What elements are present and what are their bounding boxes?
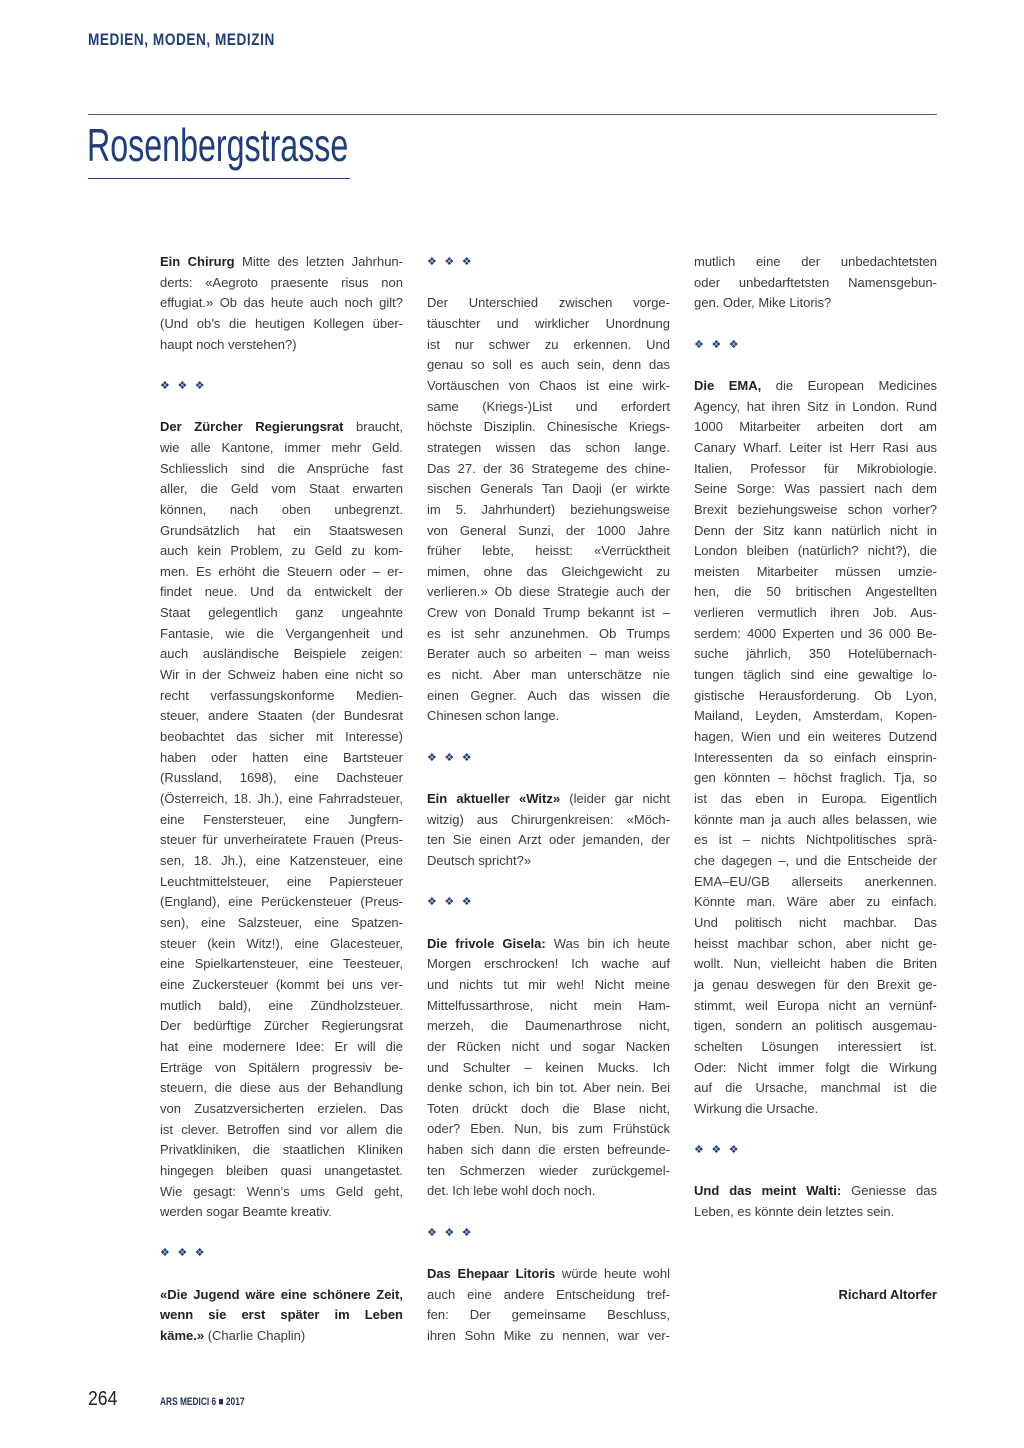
text-line xyxy=(160,1285,403,1306)
line-text: braucht, xyxy=(343,419,403,435)
line-text: Mitte des letzten Jahrhun- xyxy=(234,254,403,269)
text-line: ihren Sohn Mike zu nennen, war ver- xyxy=(427,1328,670,1344)
text-line: einen Gegner. Auch das wissen die xyxy=(427,687,670,703)
text-line: witzig) aus Chirurgenkreisen: «Möch- xyxy=(427,811,670,827)
line-text: Geniesse das xyxy=(841,1183,938,1199)
section-header: MEDIEN, MODEN, MEDIZIN xyxy=(88,30,275,49)
section-divider-ornament: ❖ ❖ ❖ xyxy=(427,1225,472,1239)
section-divider-ornament: ❖ ❖ ❖ xyxy=(694,337,739,351)
text-line: haben sich dann die ersten befreunde- xyxy=(427,1142,670,1158)
text-line xyxy=(694,1181,937,1202)
text-line: stimmt, weil Europa nicht an vernünf- xyxy=(694,997,937,1013)
text-line: hagen, Wien und ein weiteres Dutzend xyxy=(694,729,937,745)
text-line: Privatkliniken, die staatlichen Kliniken xyxy=(160,1142,403,1158)
text-line xyxy=(427,1264,670,1285)
text-line: der Rücken nicht und sogar Nacken xyxy=(427,1038,670,1054)
text-line: Und politisch nicht machbar. Das xyxy=(694,914,937,930)
text-line: könnte man ja auch alles belassen, wie xyxy=(694,811,937,827)
text-line: Oder: Nicht immer folgt die Wirkung xyxy=(694,1059,937,1075)
page-number: 264 xyxy=(88,1388,118,1410)
text-line: same (Kriegs-)List und erfordert xyxy=(427,398,670,414)
text-line: ja genau deswegen für den Brexit ge- xyxy=(694,976,937,992)
text-line: che dagegen –, und die Entscheide der xyxy=(694,853,937,868)
text-line: verlieren vermutlich ihren Job. Aus- xyxy=(694,605,937,621)
text-line: Toten drückt doch die Blase nicht, xyxy=(427,1100,670,1116)
text-line: haben oder hatten eine Bartsteuer xyxy=(160,749,403,765)
text-line: merzeh, die Daumenarthrose nicht, xyxy=(427,1018,670,1034)
text-line: auch ausländische Beispiele zeigen: xyxy=(160,646,403,662)
text-line: sen), eine Salzsteuer, eine Spatzen- xyxy=(160,914,403,930)
text-line: Leuchtmittelsteuer, eine Papiersteuer xyxy=(160,873,403,889)
text-line: Der bedürftige Zürcher Regierungsrat xyxy=(160,1018,403,1034)
paragraph xyxy=(427,1264,670,1347)
text-line: Italien, Professor für Mikrobiologie. xyxy=(694,460,937,476)
text-line: London bleiben (natürlich? nicht?), die xyxy=(694,543,937,559)
text-line: Deutsch spricht?» xyxy=(427,852,532,868)
paragraph xyxy=(427,934,670,1203)
bold-lead-in: Die EMA, xyxy=(694,377,762,393)
text-line: Chinesen schon lange. xyxy=(427,708,560,724)
text-line xyxy=(427,934,670,955)
bold-lead-in: Und das meint Walti: xyxy=(694,1183,842,1199)
title-underline xyxy=(88,178,350,179)
text-line: Morgen erschrocken! Ich wache auf xyxy=(427,956,670,972)
text-line: Vortäuschen von Chaos ist eine wirk- xyxy=(427,377,670,393)
text-line: Mailand, Leyden, Amsterdam, Kopen- xyxy=(694,708,937,724)
text-line: und nichts tut mir weh! Nicht meine xyxy=(427,976,670,992)
text-line: sischen Generals Tan Daoji (er wirkte xyxy=(427,481,670,497)
text-line: eine Fenstersteuer, eine Jungfern- xyxy=(160,811,403,827)
text-line: haupt noch verstehen?) xyxy=(160,336,297,352)
bold-lead-in: Ein Chirurg xyxy=(160,254,235,269)
line-text: (Charlie Chaplin) xyxy=(204,1328,306,1344)
text-line: hingegen bleiben quasi unangetastet. xyxy=(160,1162,403,1178)
text-line: tungen täglich sind eine gewaltige lo- xyxy=(694,667,937,683)
text-line: denke schon, ich bin tot. Aber nein. Bei xyxy=(427,1080,670,1096)
text-line: derts: «Aegroto praesente risus non xyxy=(160,274,403,290)
text-line: oder unbedarftetsten Namensgebun- xyxy=(694,274,937,290)
section-divider-ornament: ❖ ❖ ❖ xyxy=(160,1246,205,1260)
text-line: aller, die Geld vom Staat erwarten xyxy=(160,481,403,497)
text-line: Canary Wharf. Leiter ist Herr Rasi aus xyxy=(694,439,937,455)
text-line: (England), eine Perückensteuer (Preus- xyxy=(160,894,403,910)
text-line: wie alle Kantone, immer mehr Geld. xyxy=(160,439,403,455)
text-line: steuer, andere Staaten (der Bundesrat xyxy=(160,708,403,724)
paragraph xyxy=(160,417,403,1223)
text-line xyxy=(694,376,937,397)
text-line: ten Schmerzen wieder zurückgemel- xyxy=(427,1162,670,1178)
paragraph xyxy=(427,789,670,872)
text-line: ten Sie einen Arzt oder jemanden, der xyxy=(427,832,670,848)
text-line: steuern, die diese aus der Behandlung xyxy=(160,1080,403,1096)
text-line: tigen, sondern an politisch ausgemau- xyxy=(694,1018,937,1034)
paragraph xyxy=(694,1181,937,1222)
text-line: Könnte man. Wäre aber zu einfach. xyxy=(694,894,937,910)
line-text: die European Medicines xyxy=(761,377,937,393)
text-line: verlieren.» Ob diese Strategie auch der xyxy=(427,584,670,600)
text-line: werden sogar Beamte kreativ. xyxy=(160,1204,332,1220)
bold-lead-in: Die frivole Gisela: xyxy=(427,935,546,951)
section-divider-ornament: ❖ ❖ ❖ xyxy=(160,378,205,392)
text-line: Agency, hat ihren Sitz in London. Rund xyxy=(694,398,937,414)
text-line: von General Sunzi, der 1000 Jahre xyxy=(427,522,670,538)
journal-issue: ARS MEDICI 6 ■ 2017 xyxy=(160,1396,245,1408)
article-title: Rosenbergstrasse xyxy=(87,119,349,171)
header-rule xyxy=(88,114,937,115)
text-line xyxy=(160,417,403,438)
text-line: Erträge von Spitälern progressiv be- xyxy=(160,1059,403,1075)
text-line: höchste Disziplin. Chinesische Kriegs- xyxy=(427,419,670,435)
text-line: steuer für unverheiratete Frauen (Preus- xyxy=(160,832,403,848)
text-line: Crew von Donald Trump bekannt ist – xyxy=(427,605,670,621)
text-line: Wie gesagt: Wenn’s ums Geld geht, xyxy=(160,1183,403,1199)
text-line: beobachtet das sicher mit Interesse) xyxy=(160,729,403,745)
text-line: Grundsätzlich hat ein Staatswesen xyxy=(160,522,403,538)
bold-lead-in: Das Ehepaar Litoris xyxy=(427,1266,556,1282)
text-line: suche jährlich, 350 Hotelübernach- xyxy=(694,646,937,662)
text-line: genau so soll es auch sein, denn das xyxy=(427,357,670,373)
text-line: strategen wissen das schon lange. xyxy=(427,439,670,455)
text-line: Interessenten da so einfach einsprin- xyxy=(694,749,937,765)
text-line: es nicht. Aber man unterschätze nie xyxy=(427,667,670,683)
section-divider-ornament: ❖ ❖ ❖ xyxy=(694,1143,739,1157)
text-line: Der Unterschied zwischen vorge- xyxy=(427,295,670,311)
text-line: hat eine modernere Idee: Er will die xyxy=(160,1038,403,1054)
text-line: EMA–EU/GB allerseits anerkennen. xyxy=(694,873,937,889)
text-line: Wir in der Schweiz haben eine nicht so xyxy=(160,667,403,683)
text-line: Mittelfussarthrose, nicht mein Ham- xyxy=(427,997,670,1013)
text-line: meisten Mitarbeiter müssen umzie- xyxy=(694,563,937,579)
text-line: mutlich eine der unbedachtetsten xyxy=(694,254,937,269)
text-line: fen: Der gemeinsame Beschluss, xyxy=(427,1307,670,1323)
line-text: würde heute wohl xyxy=(555,1266,670,1282)
text-line: Leben, es könnte dein letztes sein. xyxy=(694,1204,895,1220)
section-divider-ornament: ❖ ❖ ❖ xyxy=(427,895,472,909)
text-line: findet neue. Und da entwickelt der xyxy=(160,584,403,600)
text-line: heisst machbar schon, aber nicht ge- xyxy=(694,935,937,951)
text-line: det. Ich lebe wohl doch noch. xyxy=(427,1183,596,1199)
paragraph xyxy=(694,252,937,314)
bold-lead-in: käme.» xyxy=(160,1328,205,1344)
text-line: Das 27. der 36 Strategeme des chine- xyxy=(427,460,670,476)
text-line: wollt. Nun, vielleicht haben die Briten xyxy=(694,956,937,972)
text-line: auch eine andere Entscheidung tref- xyxy=(427,1286,670,1302)
text-line: mutlich bald), eine Zündholzsteuer. xyxy=(160,997,403,1013)
text-line xyxy=(427,789,670,810)
text-line: serdem: 4000 Experten und 36 000 Be- xyxy=(694,625,937,641)
bold-lead-in: Der Zürcher Regierungsrat xyxy=(160,419,344,435)
text-line: (Österreich, 18. Jh.), eine Fahrradsteuer, xyxy=(160,791,403,807)
text-line: Seine Sorge: Was passiert nach dem xyxy=(694,481,937,497)
text-line: können, nach oben unbegrenzt. xyxy=(160,501,403,517)
text-column-1 xyxy=(160,252,403,1347)
line-text: (leider gar nicht xyxy=(560,791,670,807)
text-line: eine Zuckersteuer (kommt bei uns ver- xyxy=(160,976,403,992)
text-line xyxy=(160,252,403,273)
paragraph xyxy=(160,1285,403,1347)
text-line: ist clever. Betroffen sind vor allem die xyxy=(160,1121,403,1137)
text-line: mimen, ohne das Gleichgewicht zu xyxy=(427,563,670,579)
paragraph xyxy=(160,252,403,355)
text-line: (Und ob’s die heutigen Kollegen über- xyxy=(160,315,403,331)
text-line: auf die Ursache, manchmal ist die xyxy=(694,1080,937,1096)
line-text: Was bin ich heute xyxy=(545,935,670,951)
text-line: es ist – nichts Nichtpolitisches sprä- xyxy=(694,832,937,848)
text-line: sen, 18. Jh.), eine Katzensteuer, eine xyxy=(160,853,403,868)
text-line: gen könnten – höchst fraglich. Tja, so xyxy=(694,770,937,786)
text-column-2 xyxy=(427,252,670,1347)
paragraph xyxy=(427,293,670,727)
text-line: auch kein Problem, zu Geld zu kom- xyxy=(160,543,403,559)
text-line: Berater auch so arbeiten – man weiss xyxy=(427,646,670,662)
text-line: (Russland, 1698), eine Dachsteuer xyxy=(160,770,403,786)
text-line: schelten Lösungen interessiert ist. xyxy=(694,1038,937,1054)
paragraph xyxy=(694,376,937,1120)
text-line: Brexit beziehungsweise schon vorher? xyxy=(694,501,937,517)
text-line: von Zusatzversicherten erzielen. Das xyxy=(160,1100,403,1116)
text-line: men. Es erhöht die Steuern oder – er- xyxy=(160,563,403,579)
text-line: ist das eben in Europa. Eigentlich xyxy=(694,791,937,807)
text-line: Staat gelegentlich ganz ungeahnte xyxy=(160,605,403,621)
text-line xyxy=(160,1326,403,1347)
text-line: Schliesslich sind die Ansprüche fast xyxy=(160,460,403,476)
text-line: täuschter und wirklicher Unordnung xyxy=(427,315,670,331)
text-column-3 xyxy=(694,252,937,1305)
text-line: Fantasie, wie die Vergangenheit und xyxy=(160,625,403,641)
text-line: gen. Oder, Mike Litoris? xyxy=(694,295,832,311)
section-divider-ornament: ❖ ❖ ❖ xyxy=(427,750,472,764)
text-line: und Schulter – keinen Mucks. Ich xyxy=(427,1059,670,1075)
author-signature: Richard Altorfer xyxy=(838,1286,937,1302)
text-line: recht verfassungskonforme Medien- xyxy=(160,687,403,703)
text-line: es ist sehr anzunehmen. Ob Trumps xyxy=(427,625,670,641)
text-line: gistische Herausforderung. Ob Lyon, xyxy=(694,687,937,703)
text-line: im 5. Jahrhundert) beziehungsweise xyxy=(427,501,670,517)
text-line xyxy=(160,1305,403,1326)
text-line: effugiat.» Ob das heute auch noch gilt? xyxy=(160,295,403,311)
text-line: Denn der Sitz kann natürlich nicht in xyxy=(694,522,937,538)
text-line: oder? Eben. Nun, bis zum Frühstück xyxy=(427,1121,670,1137)
section-divider-ornament: ❖ ❖ ❖ xyxy=(427,255,472,268)
bold-lead-in: wenn sie erst später im Leben xyxy=(160,1307,403,1323)
bold-lead-in: «Die Jugend wäre eine schönere Zeit, xyxy=(160,1286,403,1302)
bold-lead-in: Ein aktueller «Witz» xyxy=(427,791,561,807)
text-line: ist nur schwer zu erkennen. Und xyxy=(427,336,670,352)
text-line: früher lebte, heisst: «Verrücktheit xyxy=(427,543,670,559)
text-line: hen, die 50 britischen Angestellten xyxy=(694,584,937,600)
text-line: 1000 Mitarbeiter arbeiten dort am xyxy=(694,419,937,435)
text-line: eine Spielkartensteuer, eine Teesteuer, xyxy=(160,956,403,972)
text-line: steuer (kein Witz!), eine Glacesteuer, xyxy=(160,935,403,951)
text-line: Wirkung die Ursache. xyxy=(694,1100,819,1116)
